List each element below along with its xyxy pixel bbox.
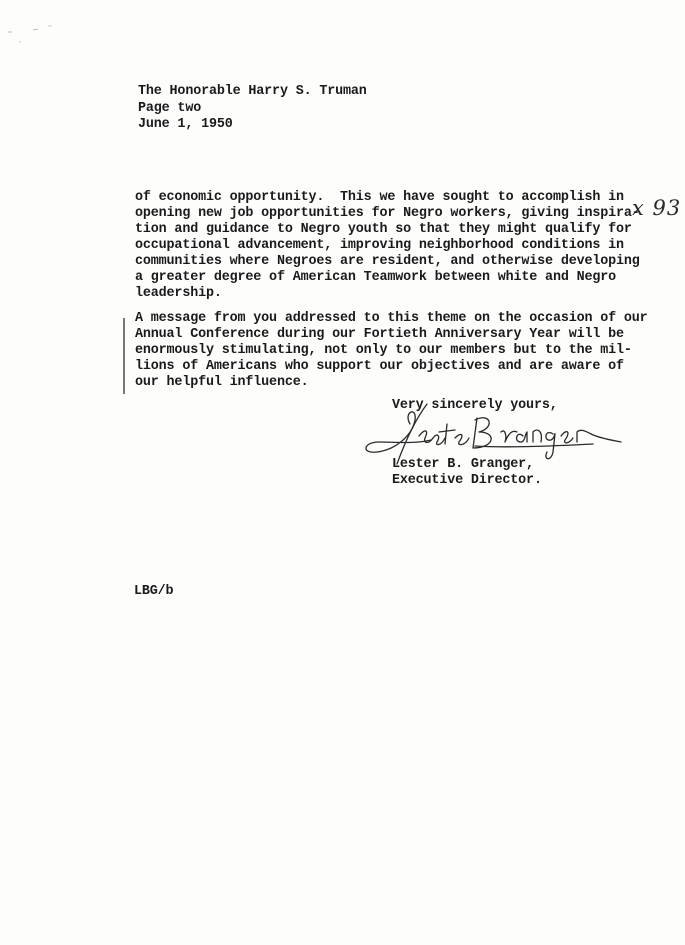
- paragraph-1-line: occupational advancement, improving neighborhood conditions in: [135, 238, 624, 253]
- paragraph-2-line: A message from you addressed to this theme on the occasion of our: [135, 311, 648, 326]
- paragraph-2-line: Annual Conference during our Fortieth Anniversary Year will be: [135, 327, 624, 342]
- page-number-line: Page two: [138, 101, 202, 116]
- paper-specks: [0, 20, 70, 50]
- signer-name: Lester B. Granger,: [392, 457, 534, 472]
- paragraph-1-line: tion and guidance to Negro youth so that they might qualify for: [135, 222, 632, 237]
- paragraph-2-line: lions of Americans who support our objectives and are aware of: [135, 359, 624, 374]
- paragraph-2-line: enormously stimulating, not only to our members but to the mil-: [135, 343, 632, 358]
- typist-initials: LBG/b: [134, 584, 174, 599]
- paragraph-1-line: of economic opportunity. This we have sought to accomplish in: [135, 190, 624, 205]
- date-line: June 1, 1950: [138, 117, 233, 132]
- paragraph-2-line: our helpful influence.: [135, 375, 309, 390]
- signer-title: Executive Director.: [392, 473, 542, 488]
- paragraph-1-line: a greater degree of American Teamwork between white and Negro: [135, 270, 617, 285]
- paragraph-1-line: communities where Negroes are resident, and otherwise developing: [135, 254, 640, 269]
- paragraph-1-line: leadership.: [135, 286, 222, 301]
- paragraph-1-line: opening new job opportunities for Negro workers, giving inspira-: [135, 206, 640, 221]
- closing-salutation: Very sincerely yours,: [392, 398, 558, 413]
- recipient-line: The Honorable Harry S. Truman: [138, 84, 367, 99]
- margin-bracket-mark: [123, 318, 125, 394]
- handwritten-margin-note: x 93: [632, 196, 682, 220]
